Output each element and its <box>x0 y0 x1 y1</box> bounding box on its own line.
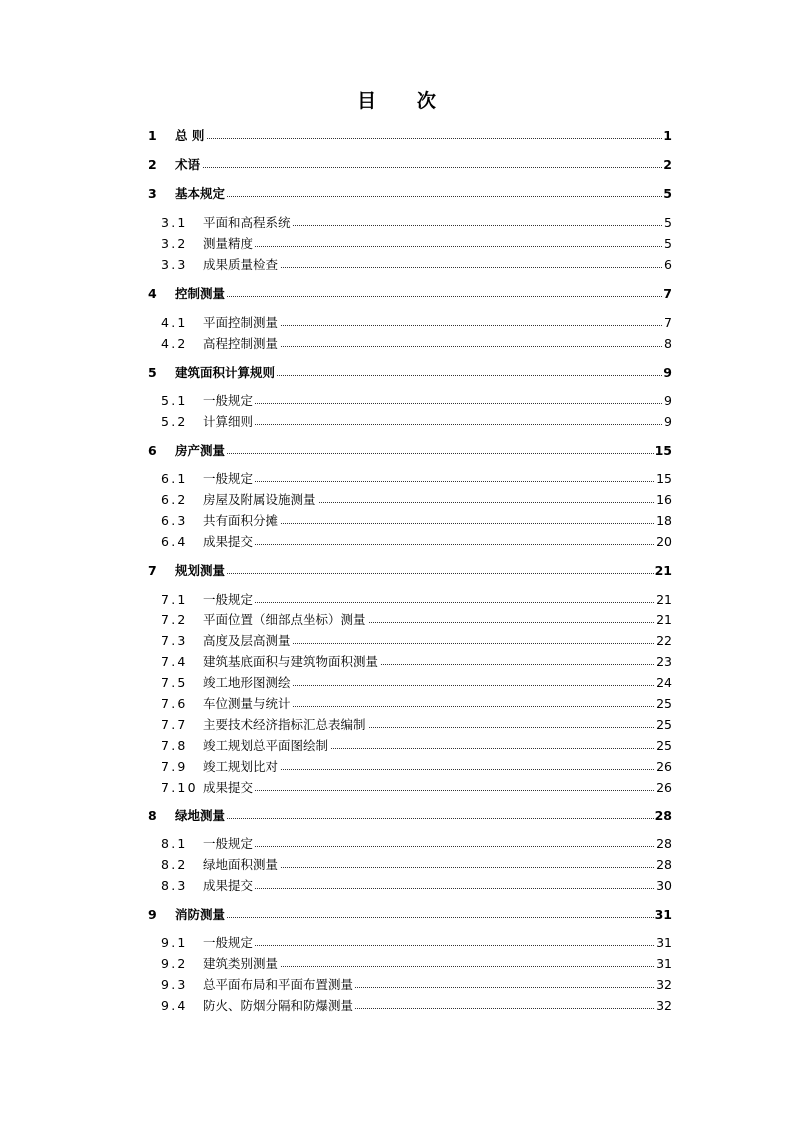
toc-chapter-row <box>145 284 672 302</box>
toc-number: 9.4 <box>161 997 188 1013</box>
toc-dot-leader <box>203 846 672 847</box>
toc-chapter-row <box>145 561 672 579</box>
toc-section-row <box>145 469 672 487</box>
toc-page-number: 7 <box>663 285 672 301</box>
toc-section-row <box>145 933 672 951</box>
toc-page-number: 20 <box>656 533 672 549</box>
toc-label: 测量精度 <box>203 236 254 251</box>
toc-page-number: 5 <box>664 214 672 230</box>
toc-number: 7.5 <box>161 674 188 690</box>
toc-page-number: 8 <box>664 335 672 351</box>
toc-page-number: 21 <box>656 611 672 627</box>
toc-chapter-row <box>145 905 672 923</box>
toc-page-number: 31 <box>656 934 672 950</box>
toc-label: 共有面积分摊 <box>203 513 279 528</box>
toc-page-number: 23 <box>656 653 672 669</box>
toc-number: 9 <box>148 906 157 922</box>
toc-label: 规划测量 <box>175 563 226 578</box>
toc-label: 成果质量检查 <box>203 257 279 272</box>
toc-section-row <box>145 391 672 409</box>
toc-page-number: 5 <box>663 185 672 201</box>
toc-label: 成果提交 <box>203 534 254 549</box>
toc-number: 3.2 <box>161 235 188 251</box>
toc-page-number: 2 <box>663 156 672 172</box>
toc-number: 5.1 <box>161 392 188 408</box>
toc-page-number: 32 <box>656 997 672 1013</box>
toc-label: 车位测量与统计 <box>203 696 291 711</box>
toc-page-number: 25 <box>656 716 672 732</box>
toc-section-row <box>145 855 672 873</box>
toc-label: 高度及层高测量 <box>203 633 291 648</box>
toc-number: 8.2 <box>161 856 188 872</box>
toc-page-number: 21 <box>656 591 672 607</box>
toc-chapter-row <box>145 441 672 459</box>
toc-section-row <box>145 673 672 691</box>
toc-number: 4 <box>148 285 157 301</box>
toc-dot-leader <box>203 403 672 404</box>
toc-label: 竣工地形图测绘 <box>203 675 291 690</box>
page-title: 目 次 <box>357 90 453 112</box>
toc-number: 3.1 <box>161 214 188 230</box>
toc-number: 7.3 <box>161 632 188 648</box>
toc-label: 绿地面积测量 <box>203 857 279 872</box>
toc-number: 5 <box>148 364 157 380</box>
toc-label: 高程控制测量 <box>203 336 279 351</box>
toc-label: 成果提交 <box>203 878 254 893</box>
toc-section-row <box>145 511 672 529</box>
toc-number: 9.1 <box>161 934 188 950</box>
toc-number: 7.4 <box>161 653 188 669</box>
toc-page-number: 1 <box>663 127 672 143</box>
toc-section-row <box>145 996 672 1014</box>
toc-number: 7 <box>148 562 157 578</box>
toc-page-number: 7 <box>664 314 672 330</box>
toc-section-row <box>145 234 672 252</box>
toc-page-number: 24 <box>656 674 672 690</box>
toc-label: 房屋及附属设施测量 <box>203 492 316 507</box>
toc-dot-leader <box>175 573 672 574</box>
toc-dot-leader <box>203 246 672 247</box>
toc-number: 7.6 <box>161 695 188 711</box>
toc-number: 4.1 <box>161 314 188 330</box>
toc-dot-leader <box>175 296 672 297</box>
toc-label: 一般规定 <box>203 836 254 851</box>
toc-number: 2 <box>148 156 157 172</box>
toc-number: 8 <box>148 807 157 823</box>
toc-label: 主要技术经济指标汇总表编制 <box>203 717 366 732</box>
toc-page-number: 18 <box>656 512 672 528</box>
toc-section-row <box>145 412 672 430</box>
toc-number: 7.1 <box>161 591 188 607</box>
toc-label: 基本规定 <box>175 186 226 201</box>
toc-label: 平面位置（细部点坐标）测量 <box>203 612 366 627</box>
toc-label: 竣工规划总平面图绘制 <box>203 738 329 753</box>
toc-dot-leader <box>175 453 672 454</box>
toc-page-number: 31 <box>654 906 672 922</box>
toc-chapter-row <box>145 126 672 144</box>
toc-page-number: 25 <box>656 737 672 753</box>
toc-label: 计算细则 <box>203 414 254 429</box>
toc-page-number: 16 <box>656 491 672 507</box>
toc-dot-leader <box>175 818 672 819</box>
toc-page-number: 28 <box>656 856 672 872</box>
toc-page-number: 28 <box>656 835 672 851</box>
toc-label: 总平面布局和平面布置测量 <box>203 977 354 992</box>
toc-page-number: 6 <box>664 256 672 272</box>
toc-section-row <box>145 590 672 608</box>
toc-label: 建筑基底面积与建筑物面积测量 <box>203 654 379 669</box>
toc-number: 6 <box>148 442 157 458</box>
toc-dot-leader <box>203 424 672 425</box>
toc-label: 一般规定 <box>203 592 254 607</box>
toc-section-row <box>145 631 672 649</box>
toc-dot-leader <box>203 602 672 603</box>
toc-section-row <box>145 834 672 852</box>
toc-dot-leader <box>203 945 672 946</box>
toc-page-number: 31 <box>656 955 672 971</box>
toc-label: 一般规定 <box>203 471 254 486</box>
toc-section-row <box>145 532 672 550</box>
toc-section-row <box>145 876 672 894</box>
toc-number: 4.2 <box>161 335 188 351</box>
toc-number: 7.2 <box>161 611 188 627</box>
toc-number: 3 <box>148 185 157 201</box>
toc-label: 竣工规划比对 <box>203 759 279 774</box>
toc-section-row <box>145 757 672 775</box>
toc-page-number: 15 <box>656 470 672 486</box>
toc-chapter-row <box>145 184 672 202</box>
toc-label: 总 则 <box>175 128 205 143</box>
toc-number: 8.3 <box>161 877 188 893</box>
toc-section-row <box>145 954 672 972</box>
toc-section-row <box>145 313 672 331</box>
toc-label: 一般规定 <box>203 393 254 408</box>
toc-section-row <box>145 715 672 733</box>
toc-dot-leader <box>175 167 672 168</box>
toc-label: 消防测量 <box>175 907 226 922</box>
toc-number: 5.2 <box>161 413 188 429</box>
toc-number: 6.3 <box>161 512 188 528</box>
toc-label: 控制测量 <box>175 286 226 301</box>
toc-page-number: 9 <box>664 413 672 429</box>
toc-page-number: 26 <box>656 758 672 774</box>
toc-label: 防火、防烟分隔和防爆测量 <box>203 998 354 1013</box>
toc-page-number: 28 <box>654 807 672 823</box>
toc-label: 成果提交 <box>203 780 254 795</box>
toc-page-number: 5 <box>664 235 672 251</box>
toc-dot-leader <box>175 138 672 139</box>
toc-section-row <box>145 975 672 993</box>
toc-number: 7.7 <box>161 716 188 732</box>
toc-page-number: 22 <box>656 632 672 648</box>
toc-number: 7.10 <box>161 779 198 795</box>
toc-label: 术语 <box>175 157 201 172</box>
toc-section-row <box>145 778 672 796</box>
toc-page-number: 21 <box>654 562 672 578</box>
toc-label: 建筑面积计算规则 <box>175 365 276 380</box>
toc-number: 7.9 <box>161 758 188 774</box>
toc-dot-leader <box>203 888 672 889</box>
toc-section-row <box>145 213 672 231</box>
toc-label: 绿地测量 <box>175 808 226 823</box>
toc-chapter-row <box>145 806 672 824</box>
toc-page-number: 25 <box>656 695 672 711</box>
toc-page-number: 9 <box>663 364 672 380</box>
toc-section-row <box>145 736 672 754</box>
toc-dot-leader <box>203 790 672 791</box>
toc-number: 1 <box>148 127 157 143</box>
toc-section-row <box>145 255 672 273</box>
toc-label: 平面和高程系统 <box>203 215 291 230</box>
toc-number: 3.3 <box>161 256 188 272</box>
toc-page-number: 30 <box>656 877 672 893</box>
toc-dot-leader <box>203 544 672 545</box>
toc-section-row <box>145 652 672 670</box>
toc-section-row <box>145 610 672 628</box>
toc-label: 房产测量 <box>175 443 226 458</box>
toc-number: 6.4 <box>161 533 188 549</box>
toc-dot-leader <box>203 481 672 482</box>
toc-chapter-row <box>145 363 672 381</box>
toc-number: 9.2 <box>161 955 188 971</box>
toc-page-number: 15 <box>654 442 672 458</box>
toc-chapter-row <box>145 155 672 173</box>
toc-number: 6.1 <box>161 470 188 486</box>
toc-dot-leader <box>175 917 672 918</box>
toc-page-number: 32 <box>656 976 672 992</box>
toc-number: 6.2 <box>161 491 188 507</box>
toc-section-row <box>145 490 672 508</box>
toc-page-number: 9 <box>664 392 672 408</box>
toc-dot-leader <box>175 196 672 197</box>
toc-label: 平面控制测量 <box>203 315 279 330</box>
toc-number: 9.3 <box>161 976 188 992</box>
toc-number: 8.1 <box>161 835 188 851</box>
toc-label: 一般规定 <box>203 935 254 950</box>
toc-number: 7.8 <box>161 737 188 753</box>
toc-section-row <box>145 334 672 352</box>
toc-label: 建筑类别测量 <box>203 956 279 971</box>
toc-page-number: 26 <box>656 779 672 795</box>
toc-section-row <box>145 694 672 712</box>
